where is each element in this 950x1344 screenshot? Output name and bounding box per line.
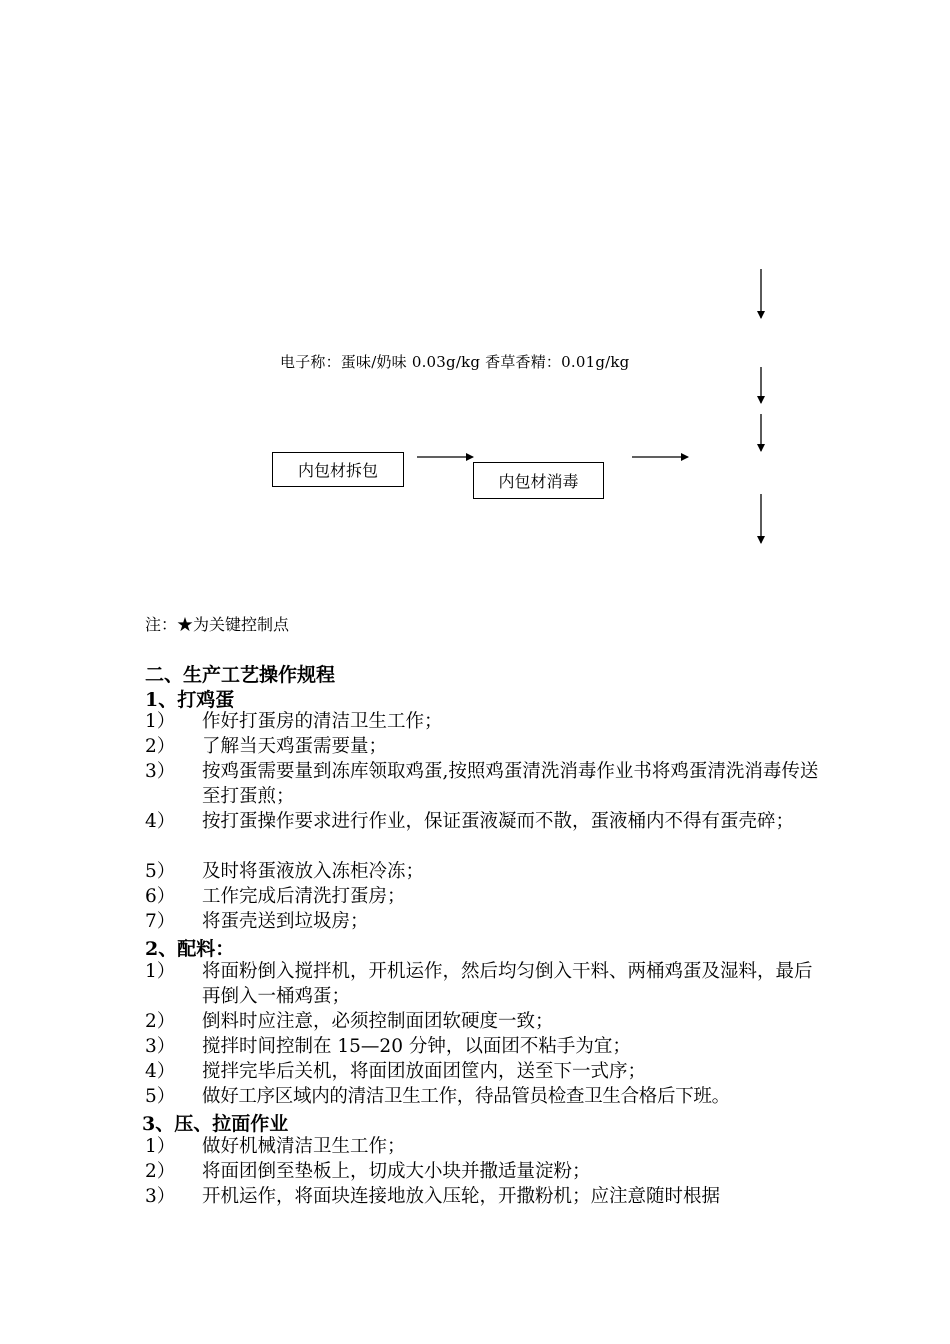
item-text: 搅拌时间控制在 15—20 分钟，以面团不粘手为宜； <box>202 1036 631 1057</box>
list-item <box>145 1059 842 1084</box>
list-item <box>145 1184 842 1209</box>
item-number: 1） <box>145 961 176 982</box>
subsection-title-batching: 2、配料： <box>145 938 235 960</box>
list-item <box>145 1134 842 1159</box>
item-text: 将面团倒至垫板上，切成大小块并撒适量淀粉； <box>202 1161 591 1182</box>
item-number: 2） <box>145 1011 176 1032</box>
item-number: 4） <box>145 811 176 832</box>
list-item <box>145 1009 842 1034</box>
item-number: 5） <box>145 861 176 882</box>
list-item <box>145 809 827 834</box>
item-text: 搅拌完毕后关机，将面团放面团筐内，送至下一式序； <box>202 1061 647 1082</box>
item-text: 将蛋壳送到垃圾房； <box>202 911 369 932</box>
list-item <box>145 1159 842 1184</box>
item-text: 作好打蛋房的清洁卫生工作； <box>202 711 443 732</box>
list-item <box>145 909 842 934</box>
item-number: 5） <box>145 1086 176 1107</box>
item-text: 工作完成后清洗打蛋房； <box>202 886 406 907</box>
item-text: 将面粉倒入搅拌机，开机运作，然后均匀倒入干料、两桶鸡蛋及湿料，最后再倒入一桶鸡蛋； <box>202 961 813 1007</box>
list-item <box>145 1034 842 1059</box>
flowchart-formula-text: 电子称：蛋味/奶味 0.03g/kg 香草香精：0.01g/kg <box>280 353 630 371</box>
item-text: 及时将蛋液放入冻柜冷冻； <box>202 861 425 882</box>
list-item <box>145 709 842 734</box>
list-item <box>145 734 842 759</box>
item-number: 7） <box>145 911 176 932</box>
item-number: 3） <box>145 761 176 782</box>
flowchart-arrows <box>0 0 950 600</box>
item-text: 倒料时应注意，必须控制面团软硬度一致； <box>202 1011 554 1032</box>
item-text: 做好工序区域内的清洁卫生工作，待品管员检查卫生合格后下班。 <box>202 1086 730 1107</box>
item-number: 1） <box>145 1136 176 1157</box>
item-number: 2） <box>145 1161 176 1182</box>
item-number: 1） <box>145 711 176 732</box>
item-text: 做好机械清洁卫生工作； <box>202 1136 406 1157</box>
item-number: 4） <box>145 1061 176 1082</box>
key-control-note: 注：★为关键控制点 <box>145 615 290 634</box>
list-item <box>145 859 842 884</box>
item-number: 6） <box>145 886 176 907</box>
list-item <box>145 1084 862 1109</box>
list-item <box>145 959 827 1009</box>
item-text: 按鸡蛋需要量到冻库领取鸡蛋,按照鸡蛋清洗消毒作业书将鸡蛋清洗消毒传送至打蛋煎； <box>202 761 819 807</box>
item-text: 按打蛋操作要求进行作业，保证蛋液凝而不散，蛋液桶内不得有蛋壳碎； <box>202 811 795 832</box>
section-title: 二、生产工艺操作规程 <box>145 664 336 686</box>
list-item <box>145 759 827 809</box>
list-item <box>145 884 842 909</box>
item-text: 了解当天鸡蛋需要量； <box>202 736 388 757</box>
flowchart-box-disinfect: 内包材消毒 <box>473 462 604 499</box>
item-text: 开机运作，将面块连接地放入压轮，开撒粉机；应注意随时根据 <box>202 1186 721 1207</box>
item-number: 3） <box>145 1186 176 1207</box>
flowchart-box-unpack: 内包材拆包 <box>272 452 404 487</box>
item-number: 2） <box>145 736 176 757</box>
item-number: 3） <box>145 1036 176 1057</box>
subsection-title-pressing: 3、压、拉面作业 <box>142 1113 289 1135</box>
subsection-title-beat-eggs: 1、打鸡蛋 <box>145 689 235 711</box>
